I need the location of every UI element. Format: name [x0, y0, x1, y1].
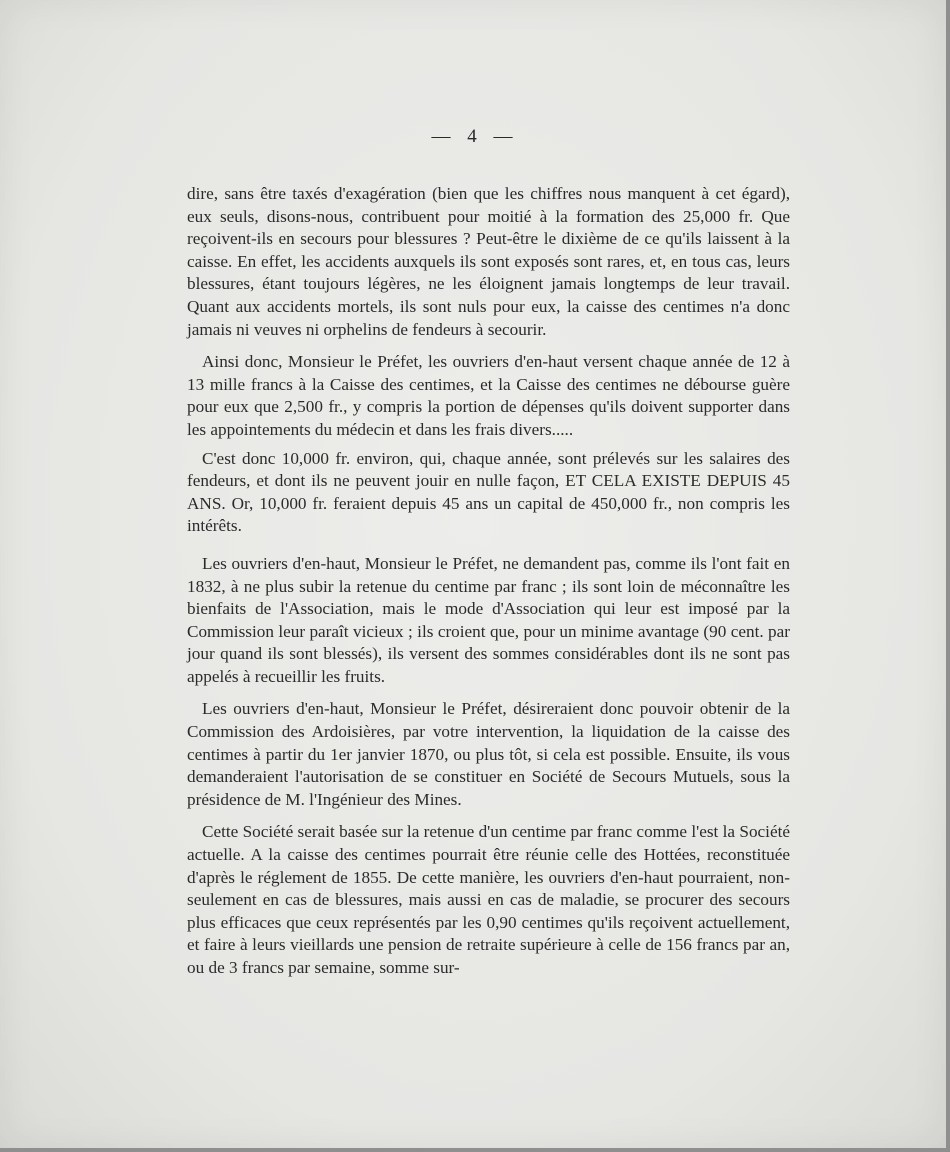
- body-text: [187, 183, 790, 980]
- paragraph-1: dire, sans être taxés d'exagération (bien que les chiffres nous manquent à cet égard), eux seuls, disons-nous, contribuent pour moitié à la formation des 25,000 fr. Que reçoivent-ils en secours pour blessures ? Peut-être le dixième de ce qu'ils laissent à la caisse. En effet, les accidents auxquels ils sont exposés sont rares, et, en tous cas, leurs blessures, étant toujours légères, ne les éloignent jamais longtemps de leur travail. Quant aux accidents mortels, ils sont nuls pour eux, la caisse des centimes n'a donc jamais ni veuves ni orphelins de fendeurs à secourir.: [187, 184, 790, 339]
- page-number: — 4 —: [431, 126, 519, 147]
- paragraph-2: Ainsi donc, Monsieur le Préfet, les ouvriers d'en-haut versent chaque année de 12 à 13 mille francs à la Caisse des centimes, et la Caisse des centimes ne débourse guère pour eux que 2,500 fr., y compris la portion de dépenses qu'ils doivent supporter dans les appointements du médecin et dans les frais divers.....: [187, 352, 790, 439]
- paragraph-3: C'est donc 10,000 fr. environ, qui, chaque année, sont prélevés sur les salaires des fendeurs, et dont ils ne peuvent jouir en nulle façon, ET CELA EXISTE DEPUIS 45 ANS. Or, 10,000 fr. feraient depuis 45 ans un capital de 450,000 fr., non compris les intérêts.: [187, 448, 790, 536]
- paragraph-6: Cette Société serait basée sur la retenue d'un centime par franc comme l'est la Société actuelle. A la caisse des centimes pourrait être réunie celle des Hottées, reconstituée d'après le réglement de 1855. De cette manière, les ouvriers d'en-haut pourraient, non-seulement en cas de blessures, mais aussi en cas de maladie, se procurer des secours plus efficaces que ceux représentés par les 0,90 centimes qu'ils reçoivent actuellement, et faire à leurs vieillards une pension de retraite supérieure à celle de 156 francs par an, ou de 3 francs par semaine, somme sur-: [187, 822, 790, 977]
- paragraph-4: Les ouvriers d'en-haut, Monsieur le Préfet, ne demandent pas, comme ils l'ont fait en 1832, à ne plus subir la retenue du centime par franc ; ils sont loin de méconnaître les bienfaits de l'Association, mais le mode d'Association qui leur est imposé par la Commission leur paraît vicieux ; ils croient que, pour un minime avantage (90 cent. par jour quand ils sont blessés), ils versent des sommes considérables dont ils ne sont pas appelés à recueillir les fruits.: [187, 553, 790, 686]
- paragraph-5: Les ouvriers d'en-haut, Monsieur le Préfet, désireraient donc pouvoir obtenir de la Commission des Ardoisières, par votre intervention, la liquidation de la caisse des centimes à partir du 1er janvier 1870, ou plus tôt, si cela est possible. Ensuite, ils vous demanderaient l'autorisation de se constituer en Société de Secours Mutuels, sous la présidence de M. l'Ingénieur des Mines.: [187, 699, 790, 809]
